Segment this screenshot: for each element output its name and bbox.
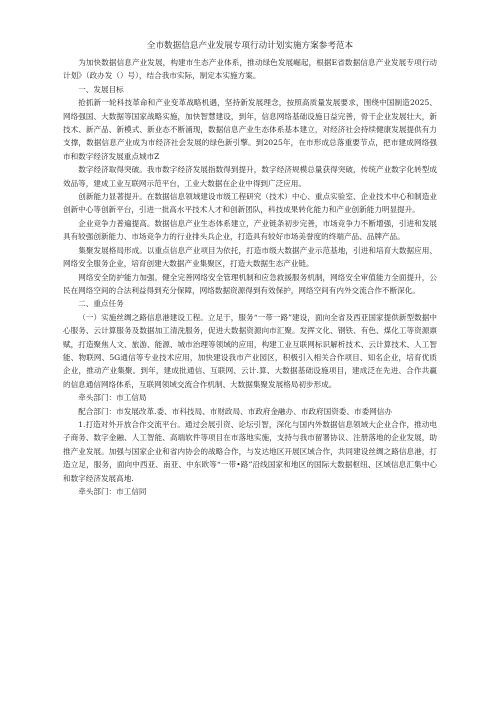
document-body xyxy=(63,56,437,498)
paragraph: 1.打造对外开放合作交流平台。通过会展引资、论坛引智，深化与国内外数据信息领域大企业合作，推动电子商务、数字金融、人工智能、高端软件等项目在市落地实施，支持与我市留署协议、注册落地的企业发展，助推产业发展。加强与国家企业和省内协会的战略合作，与发达地区开展区域合作，共同建设丝绸之路信息港，打造立足，服务，面向中西亚、南亚、中东欧等“一带•路”沿线国家和地区的国际大数据枢纽、区域信息汇集中心和数字经济发展高地. xyxy=(63,419,437,483)
paragraph: 集聚发展格局形成。以重点信息产业项目为依托，打造市级大数据产业示范基地，引进和培育大数据应用、网络安全服务企业，培育创建大数据产业集聚区，打造大数据生态产业链。 xyxy=(63,245,437,269)
document-title: 全市数据信息产业发展专项行动计划实施方案参考范本 xyxy=(146,41,354,51)
section-heading: 一、发展目标 xyxy=(78,84,124,94)
paragraph: 创新能力显著提升。在数据信息领域建设市级工程研究（技术）中心、重点实验室、企业技术中心和制造业创新中心等创新平台，引进一批高水平技术人才和创新团队，科技成果转化能力和产业创新能力明显提升。 xyxy=(63,192,437,215)
paragraph: 牵头部门：市工信局 xyxy=(78,393,147,403)
section-heading: 二、重点任务 xyxy=(78,299,124,309)
paragraph: 为加快数据信息产业发展，构建市生态产业体系，推动绿色发展崛起，根据E省数据信息产业发展专项行动计划》（政办发（）号），结合我市实际，制定本实施方案。 xyxy=(63,58,437,81)
paragraph: 数字经济取得突破。我市数字经济发展指数得到提升，数字经济规模总量获得突破，传统产业数字化转型成效品等，建成工业互联网示范平台，工业大数据在企业中得到广泛应用。 xyxy=(63,165,437,188)
paragraph: 牵头部门：市工信同 xyxy=(78,487,147,496)
paragraph: （一）实施丝绸之路信息港建设工程。立足于，服务“一带一路”建设，面向全省及西亚国家提供新型数据中心服务、云计算服务及数据加工清洗服务，促进大数据资源向市汇聚。发挥文化、钢铁、有色、煤化工等资源禀赋，打造聚焦人文、旅游、能源、城市治理等领域的应用，构建工业互联网标识解析技术、云计算技术、人工智能、物联网、5G通信等专业技术应用，加快建设我市产业园区，积极引入相关合作项目、知名企业，培育优质企业，推动产业集聚。到年，建成批通信、互联网、云计.算、大数据基础设施项目，建成泛在先进、合作共赢的信息通信网络体系，互联网领域交流合作机制、大数据集聚发展格局初步形成。 xyxy=(63,312,437,389)
paragraph: 配合部门：市发展改革.委、市科技局、市财政局、市政府金融办、市政府国资委、市委网信办 xyxy=(78,406,392,416)
paragraph: 企业竞争力普遍提高。数据信息产业生态体系建立，产业链条初步完善，市场竞争力不断增强，引进和发展具有较强创新能力、市场竞争力的行业排头兵企业，打造具有较好市场美誉度的终端产品、品牌产品。 xyxy=(63,218,437,242)
paragraph: 抢抓新一轮科技革命和产业变革战略机遇，坚持新发展理念，按照高质量发展要求，围绕中国制造2025、网络强国、大数据等国家战略实施，加快智慧建设，到年，信息网络基础设施日益完善，骨干企业发展壮大，新技术、新产品、新模式、新业态不断涌现，数据信息产业生态体系基本建立，对经济社会持续健康发展提供有力支撑，数据信息产业成为市经济社会发展的绿色新引擎。到2025年，在市形成总落重要节点，把市建成网络强市和数字经济发展重点城市Z xyxy=(63,98,437,161)
paragraph: 网络安全防护能力加强。健全完善网络安全管理机制和应急救援服务机制，网络安全审值能力全面提升，公民在网络空间的合法利益得到充分保障，网络数据资源得到有效保护，网络空间有内外交流合作不断深化。 xyxy=(63,272,437,295)
